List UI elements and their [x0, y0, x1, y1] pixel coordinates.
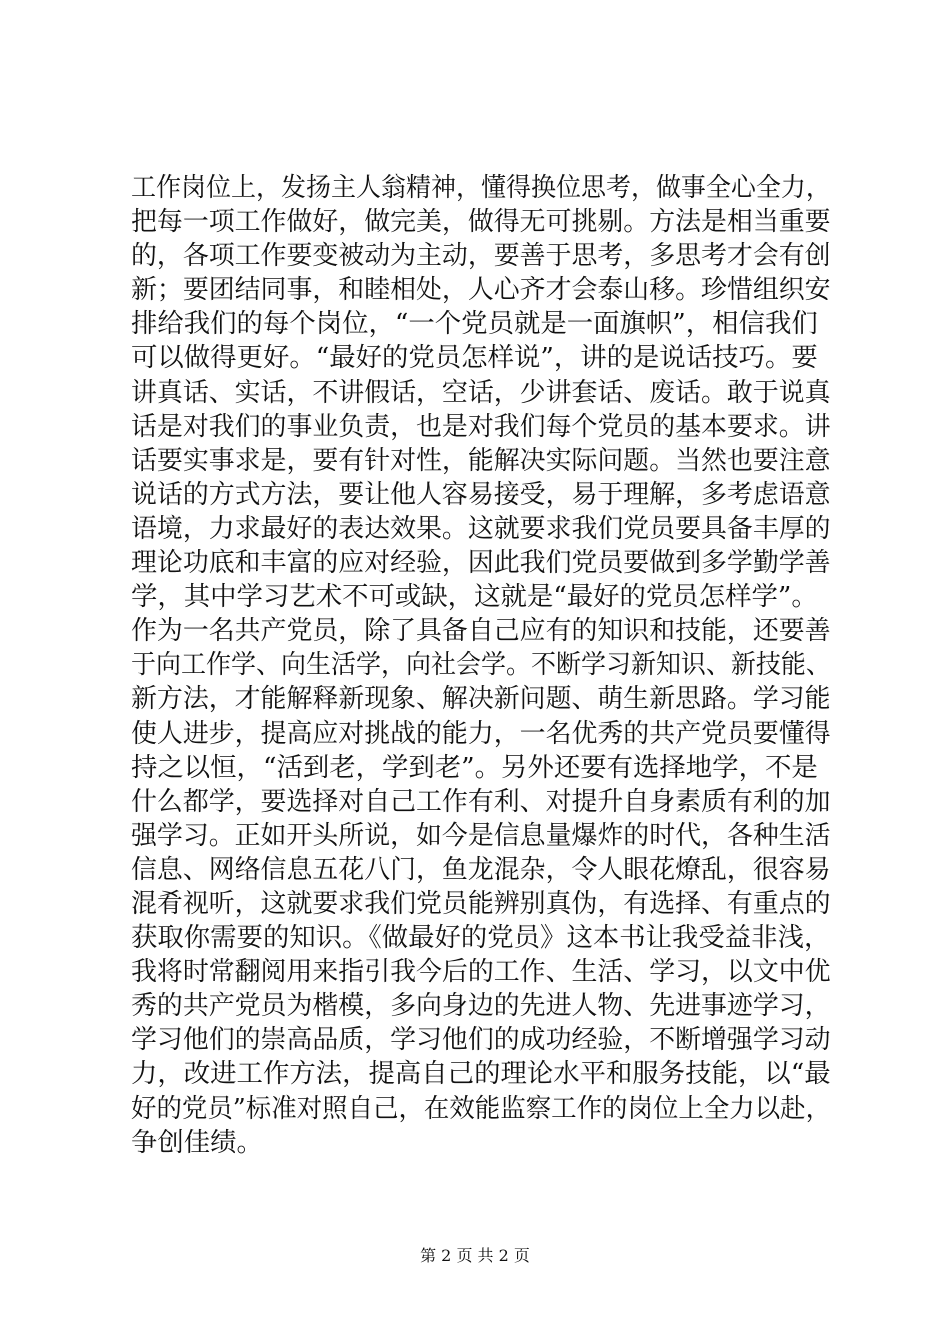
text-line: 语境，力求最好的表达效果。这就要求我们党员要具备丰厚的 — [131, 512, 831, 544]
text-line: 混肴视听，这就要求我们党员能辨别真伪，有选择、有重点的 — [131, 887, 831, 919]
text-line: 可以做得更好。“最好的党员怎样说”，讲的是说话技巧。要 — [131, 342, 818, 374]
text-line: 作为一名共产党员，除了具备自己应有的知识和技能，还要善 — [131, 615, 831, 647]
text-line: 学，其中学习艺术不可或缺，这就是“最好的党员怎样学”。 — [131, 581, 818, 613]
text-line: 我将时常翻阅用来指引我今后的工作、生活、学习，以文中优 — [131, 956, 831, 988]
text-line: 学习他们的崇高品质，学习他们的成功经验，不断增强学习动 — [131, 1024, 831, 1056]
text-line: 力，改进工作方法，提高自己的理论水平和服务技能，以“最 — [131, 1058, 831, 1090]
text-line: 争创佳绩。 — [131, 1126, 263, 1158]
text-line: 工作岗位上，发扬主人翁精神，懂得换位思考，做事全心全力， — [131, 172, 831, 203]
text-line: 的，各项工作要变被动为主动，要善于思考，多思考才会有创 — [131, 240, 831, 272]
body-paragraph — [131, 171, 831, 1160]
text-line: 理论功底和丰富的应对经验，因此我们党员要做到多学勤学善 — [131, 547, 831, 579]
text-line: 信息、网络信息五花八门，鱼龙混杂，令人眼花燎乱，很容易 — [131, 853, 831, 885]
text-line: 什么都学，要选择对自己工作有利、对提升自身素质有利的加 — [131, 785, 831, 817]
text-line: 话是对我们的事业负责，也是对我们每个党员的基本要求。讲 — [131, 410, 831, 442]
text-line: 强学习。正如开头所说，如今是信息量爆炸的时代，各种生活 — [131, 819, 831, 851]
text-line: 话要实事求是，要有针对性，能解决实际问题。当然也要注意 — [131, 444, 831, 476]
text-line: 讲真话、实话，不讲假话，空话，少讲套话、废话。敢于说真 — [131, 376, 831, 408]
text-line: 好的党员”标准对照自己，在效能监察工作的岗位上全力以赴， — [131, 1092, 832, 1124]
text-line: 把每一项工作做好，做完美，做得无可挑剔。方法是相当重要 — [131, 206, 831, 238]
text-line: 新方法，才能解释新现象、解决新问题、萌生新思路。学习能 — [131, 683, 831, 715]
text-line: 秀的共产党员为楷模，多向身边的先进人物、先进事迹学习， — [131, 990, 831, 1022]
text-line: 于向工作学、向生活学，向社会学。不断学习新知识、新技能、 — [131, 649, 831, 681]
text-line: 持之以恒，“活到老，学到老”。另外还要有选择地学，不是 — [131, 751, 818, 783]
text-line: 排给我们的每个岗位，“一个党员就是一面旗帜”，相信我们 — [131, 308, 818, 340]
text-line: 说话的方式方法，要让他人容易接受，易于理解，多考虑语意 — [131, 478, 831, 510]
text-line: 使人进步，提高应对挑战的能力，一名优秀的共产党员要懂得 — [131, 717, 831, 749]
page-number-footer: 第 2 页 共 2 页 — [420, 1246, 530, 1265]
text-line: 获取你需要的知识。《做最好的党员》这本书让我受益非浅， — [131, 922, 831, 954]
text-line: 新；要团结同事，和睦相处，人心齐才会泰山移。珍惜组织安 — [131, 274, 831, 306]
